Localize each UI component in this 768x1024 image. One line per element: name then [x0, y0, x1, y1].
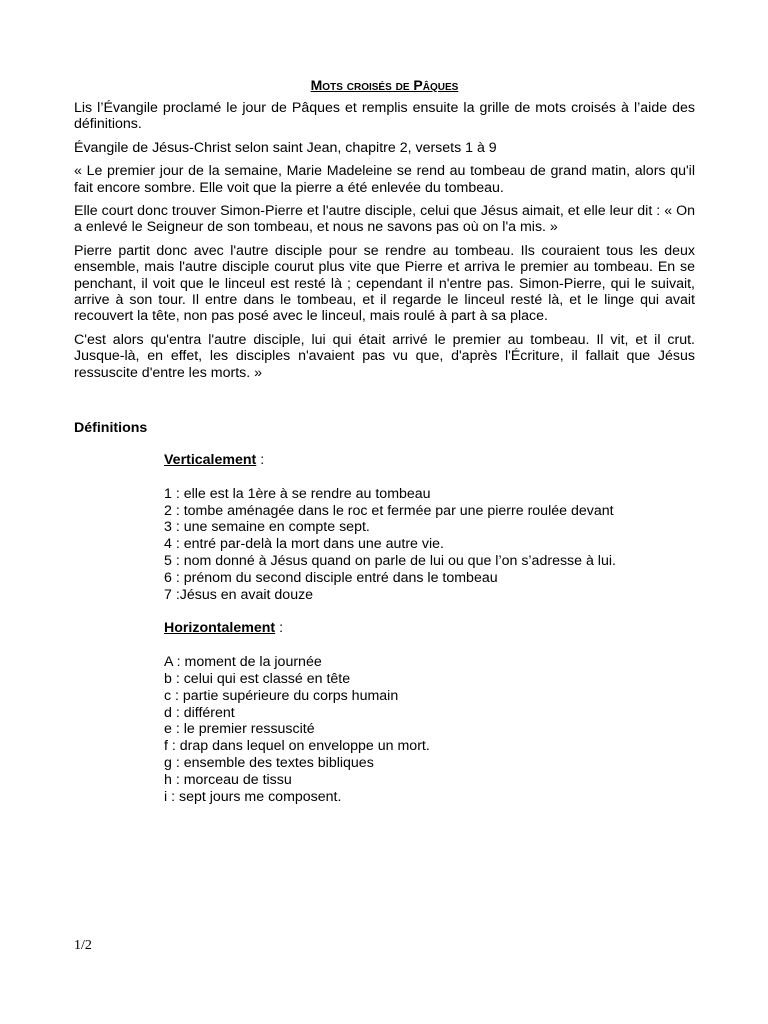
- clue-item: c : partie supérieure du corps humain: [164, 687, 399, 704]
- clue-item: 6 : prénom du second disciple entré dans le tombeau: [164, 569, 498, 586]
- horizontal-clues: [164, 654, 695, 805]
- clue-item: 5 : nom donné à Jésus quand on parle de lui ou que l’on s’adresse à lui.: [164, 553, 616, 570]
- vertical-heading-label: Verticalement: [164, 452, 257, 469]
- clue-item: i : sept jours me composent.: [164, 788, 342, 805]
- vertical-section: [164, 452, 695, 805]
- intro-paragraph: Lis l’Évangile proclamé le jour de Pâques et remplis ensuite la grille de mots croisés à l’aide des définitions.: [74, 100, 695, 133]
- clue-item: f : drap dans lequel on enveloppe un mort.: [164, 738, 430, 755]
- clue-item: 7 :Jésus en avait douze: [164, 586, 314, 603]
- gospel-paragraph: Pierre partit donc avec l'autre disciple pour se rendre au tombeau. Ils couraient tous les deux ensemble, mais l'autre disciple courut plus vite que Pierre et arriva le premier au tombeau. En se penchant, il voit que le linceul est resté là ; cependant il n'entre pas. Simon-Pierre, qui le suivait, arrive à son tour. Il entre dans le tombeau, et il regarde le linceul resté là, et le linge qui avait recouvert la tête, non pas posé avec le linceul, mais roulé à part à sa place.: [74, 242, 695, 325]
- document-page: [74, 76, 695, 805]
- gospel-paragraph: Elle court donc trouver Simon-Pierre et l'autre disciple, celui que Jésus aimait, et elle leur dit : « On a enlevé le Seigneur de son tombeau, et nous ne savons pas où on l'a mis. »: [74, 203, 695, 236]
- gospel-reference: Évangile de Jésus-Christ selon saint Jean, chapitre 2, versets 1 à 9: [74, 139, 497, 156]
- clue-item: 1 : elle est la 1ère à se rendre au tombeau: [164, 485, 431, 502]
- vertical-heading-colon: :: [256, 452, 265, 469]
- clue-item: 4 : entré par-delà la mort dans une autre vie.: [164, 536, 444, 553]
- clue-item: 3 : une semaine en compte sept.: [164, 519, 370, 536]
- horizontal-heading: [164, 620, 695, 637]
- definitions-heading: Définitions: [74, 420, 148, 437]
- vertical-clues: [164, 486, 695, 604]
- gospel-paragraph: C'est alors qu'entra l'autre disciple, lui qui était arrivé le premier au tombeau. Il vit, et il crut. Jusque-là, en effet, les disciples n'avaient pas vu que, d'après l'Écriture, il fallait que Jésus ressuscite d'entre les morts. »: [74, 331, 695, 381]
- clue-item: b : celui qui est classé en tête: [164, 671, 351, 688]
- vertical-heading: [164, 452, 695, 469]
- page-title: Mots croisés de Pâques: [310, 77, 459, 93]
- clue-item: e : le premier ressuscité: [164, 721, 315, 738]
- clue-item: h : morceau de tissu: [164, 771, 292, 788]
- clue-item: g : ensemble des textes bibliques: [164, 755, 374, 772]
- horizontal-heading-label: Horizontalement: [164, 620, 276, 637]
- gospel-paragraph: « Le premier jour de la semaine, Marie Madeleine se rend au tombeau de grand matin, alors qu'il fait encore sombre. Elle voit que la pierre a été enlevée du tombeau.: [74, 163, 695, 196]
- clue-item: 2 : tombe aménagée dans le roc et fermée par une pierre roulée devant: [164, 502, 614, 519]
- page-number: 1/2: [74, 938, 92, 953]
- clue-item: d : différent: [164, 704, 235, 721]
- horizontal-heading-colon: :: [275, 620, 284, 637]
- clue-item: A : moment de la journée: [164, 654, 322, 671]
